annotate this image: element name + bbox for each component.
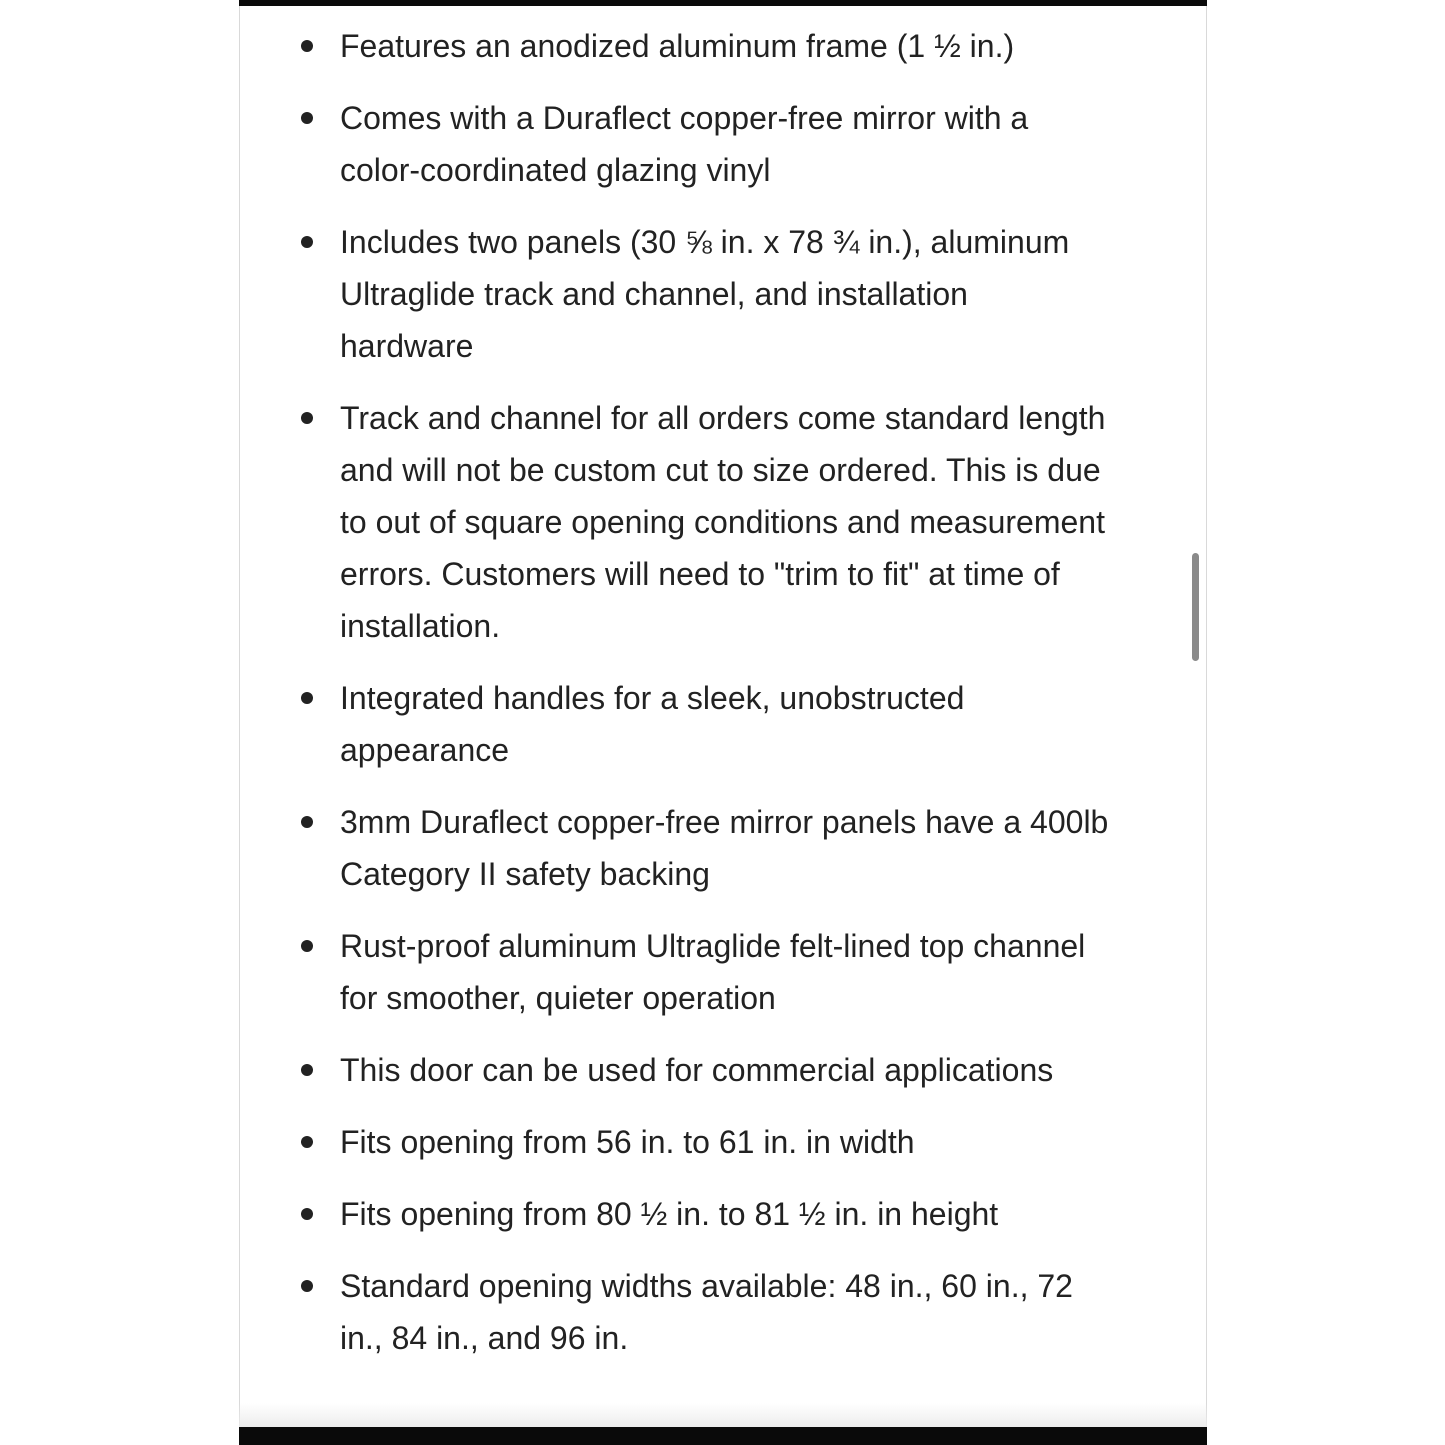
bullet-icon <box>301 40 313 52</box>
list-item <box>239 1116 1110 1168</box>
bottom-bar <box>239 1427 1207 1445</box>
feature-text: This door can be used for commercial applications <box>340 1052 1054 1088</box>
bullet-icon <box>301 1208 313 1220</box>
feature-text: Fits opening from 56 in. to 61 in. in width <box>340 1124 915 1160</box>
bullet-icon <box>301 412 313 424</box>
feature-text: Comes with a Duraflect copper-free mirror with a color-coordinated glazing vinyl <box>340 100 1029 188</box>
feature-text: 3mm Duraflect copper-free mirror panels have a 400lb Category II safety backing <box>340 804 1109 892</box>
bullet-icon <box>301 236 313 248</box>
list-item <box>239 92 1110 196</box>
list-item <box>239 1260 1110 1364</box>
bullet-icon <box>301 940 313 952</box>
feature-text: Features an anodized aluminum frame (1 ½ in.) <box>340 28 1015 64</box>
list-item <box>239 1188 1110 1240</box>
feature-text: Rust-proof aluminum Ultraglide felt-lined top channel for smoother, quieter operation <box>340 928 1086 1016</box>
list-item <box>239 1044 1110 1096</box>
feature-text: Track and channel for all orders come standard length and will not be custom cut to size ordered. This is due to out of square opening conditions and measurement errors. Customers will need to "trim to fit" at time of installation. <box>340 400 1106 644</box>
list-item <box>239 920 1110 1024</box>
bullet-icon <box>301 692 313 704</box>
list-item <box>239 392 1110 652</box>
list-item <box>239 672 1110 776</box>
top-bar <box>239 0 1207 6</box>
list-item <box>239 216 1110 372</box>
feature-list <box>239 20 1207 1384</box>
feature-text: Includes two panels (30 ⅝ in. x 78 ¾ in.), aluminum Ultraglide track and channel, and installation hardware <box>340 224 1070 364</box>
feature-text: Integrated handles for a sleek, unobstructed appearance <box>340 680 965 768</box>
bottom-fade <box>239 1403 1207 1427</box>
bullet-icon <box>301 816 313 828</box>
list-item <box>239 20 1110 72</box>
product-page-screen <box>239 0 1207 1445</box>
bullet-icon <box>301 1064 313 1076</box>
feature-text: Standard opening widths available: 48 in., 60 in., 72 in., 84 in., and 96 in. <box>340 1268 1073 1356</box>
feature-text: Fits opening from 80 ½ in. to 81 ½ in. in height <box>340 1196 999 1232</box>
bullet-icon <box>301 112 313 124</box>
scrollbar-thumb[interactable] <box>1192 553 1199 661</box>
list-item <box>239 796 1110 900</box>
bullet-icon <box>301 1136 313 1148</box>
bullet-icon <box>301 1280 313 1292</box>
